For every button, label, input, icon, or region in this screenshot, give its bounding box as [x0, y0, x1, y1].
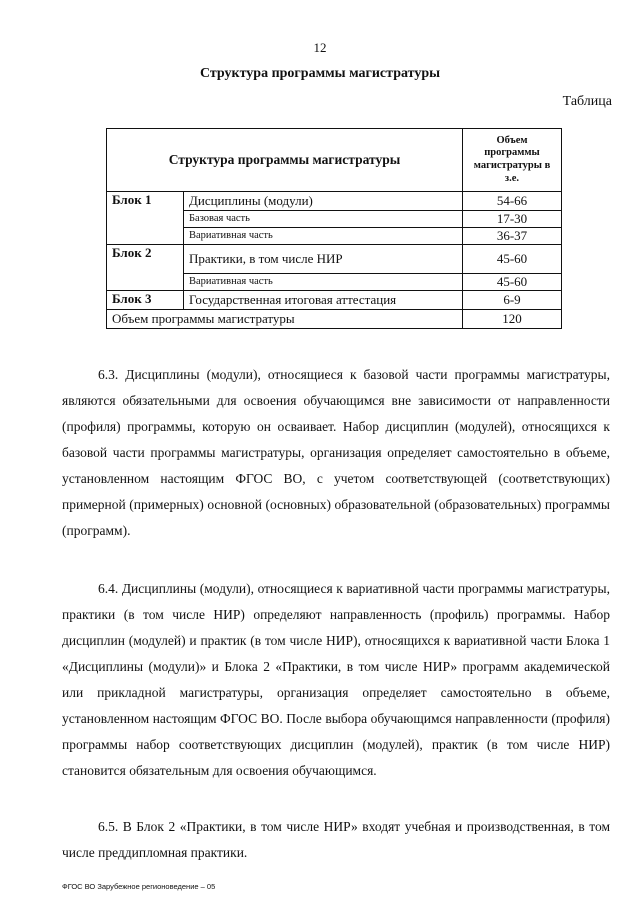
page-number: 12	[313, 40, 327, 55]
table-label: Таблица	[562, 94, 612, 109]
row-value: 6-9	[463, 291, 562, 310]
header-structure: Структура программы магистратуры	[107, 129, 463, 192]
block-name: Блок 1	[107, 192, 184, 245]
page-title: Структура программы магистратуры	[199, 66, 441, 81]
table-row	[107, 245, 562, 274]
row-label: Базовая часть	[184, 211, 463, 228]
program-structure-table	[106, 128, 562, 329]
header-volume: Объем программы магистратуры в з.е.	[463, 129, 562, 192]
row-label: Практики, в том числе НИР	[184, 245, 463, 274]
row-value: 45-60	[463, 245, 562, 274]
table-row	[107, 291, 562, 310]
paragraph-6-3: 6.3. Дисциплины (модули), относящиеся к базовой части программы магистратуры, являются обязательными для освоения обучающимся вне зависимости от направленности (профиля) программы, которую он осваивает. Набор дисциплин (модулей), относящихся к базовой части программы магистратуры, организация определяет самостоятельно в объеме, установленном настоящим ФГОС ВО, с учетом соответствующей (соответствующих) примерной (примерных) основной (основных) образовательной (образовательных) программы (программ).	[62, 367, 610, 538]
table-row	[107, 192, 562, 211]
row-label: Дисциплины (модули)	[184, 192, 463, 211]
block-name: Блок 2	[107, 245, 184, 291]
row-value: 45-60	[463, 274, 562, 291]
paragraph-6-4: 6.4. Дисциплины (модули), относящиеся к вариативной части программы магистратуры, практики (в том числе НИР) определяют направленность (профиль) программы. Набор дисциплин (модулей) и практик (в том числе НИР), относящихся к вариативной части Блока 1 «Дисциплины (модули)» и Блока 2 «Практики, в том числе НИР» программ академической или прикладной магистратуры, организация определяет самостоятельно в объеме, установленном настоящим ФГОС ВО. После выбора обучающимся направленности (профиля) программы набор соответствующих дисциплин (модулей), практик (в том числе НИР) становится обязательным для освоения обучающимся.	[62, 581, 610, 778]
row-value: 17-30	[463, 211, 562, 228]
table-total-row	[107, 310, 562, 329]
page-footer: ФГОС ВО Зарубежное регионоведение – 05	[62, 882, 216, 891]
row-label: Вариативная часть	[184, 228, 463, 245]
paragraph-6-5: 6.5. В Блок 2 «Практики, в том числе НИР» входят учебная и производственная, в том числе преддипломная практики.	[62, 819, 610, 860]
row-label: Вариативная часть	[184, 274, 463, 291]
block-name: Блок 3	[107, 291, 184, 310]
row-label: Государственная итоговая аттестация	[184, 291, 463, 310]
row-value: 36-37	[463, 228, 562, 245]
row-value: 54-66	[463, 192, 562, 211]
table-header-row	[107, 129, 562, 192]
total-value: 120	[463, 310, 562, 329]
total-label: Объем программы магистратуры	[107, 310, 463, 329]
